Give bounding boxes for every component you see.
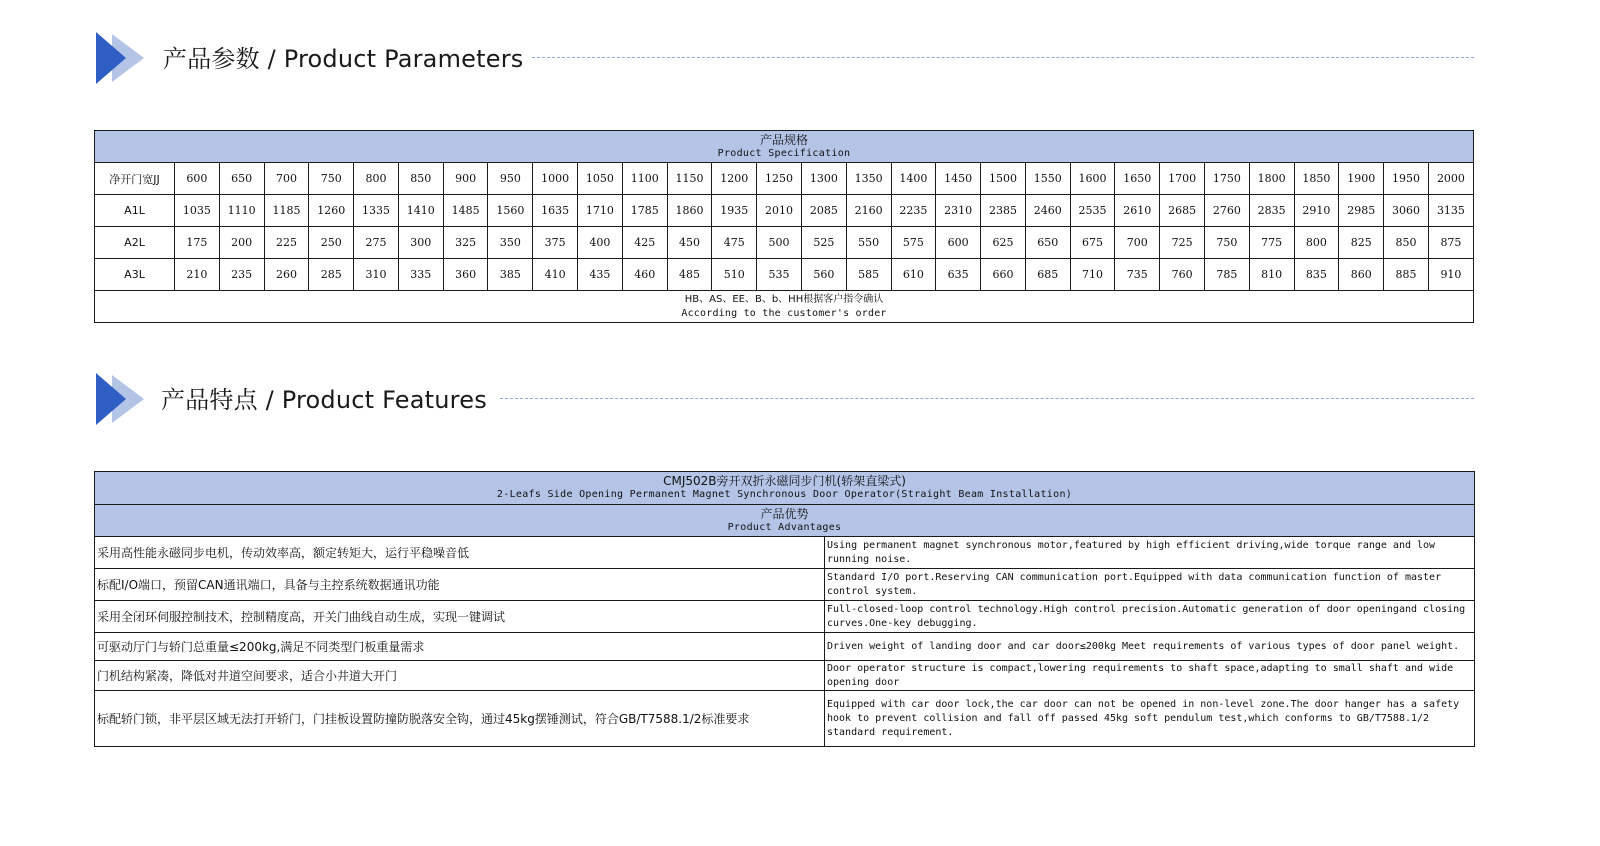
- spec-cell: 1710: [578, 195, 623, 227]
- spec-cell: 2610: [1115, 195, 1160, 227]
- spec-cell: 360: [443, 259, 488, 291]
- feature-en: Door operator structure is compact,lowering requirements to shaft space,adapting to small shaft and wide opening door: [825, 661, 1475, 691]
- spec-cell: 2085: [801, 195, 846, 227]
- spec-cell: 650: [219, 163, 264, 195]
- section-header-features: [96, 371, 1474, 427]
- spec-cell: 385: [488, 259, 533, 291]
- spec-table-header: [95, 131, 1474, 163]
- spec-cell: 1410: [398, 195, 443, 227]
- features-table-title: [95, 472, 1475, 505]
- spec-cell: 1185: [264, 195, 309, 227]
- spec-cell: 175: [175, 227, 220, 259]
- spec-cell: 1700: [1160, 163, 1205, 195]
- spec-cell: 2235: [891, 195, 936, 227]
- spec-cell: 475: [712, 227, 757, 259]
- section-divider: [500, 398, 1474, 399]
- spec-cell: 900: [443, 163, 488, 195]
- features-title-en: 2-Leafs Side Opening Permanent Magnet Synchronous Door Operator(Straight Beam Installation): [496, 489, 1073, 500]
- feature-en: Full-closed-loop control technology.High control precision.Automatic generation of door openingand closing curves.One-key debugging.: [825, 601, 1475, 633]
- spec-cell: 1860: [667, 195, 712, 227]
- feature-cn: 采用高性能永磁同步电机，传动效率高，额定转矩大，运行平稳噪音低: [95, 537, 825, 569]
- spec-cell: 1400: [891, 163, 936, 195]
- spec-cell: 685: [1025, 259, 1070, 291]
- spec-cell: 335: [398, 259, 443, 291]
- feature-row: [95, 569, 1475, 601]
- section-divider: [532, 57, 1474, 58]
- spec-cell: 585: [846, 259, 891, 291]
- spec-cell: 850: [398, 163, 443, 195]
- feature-en: Equipped with car door lock,the car door can not be opened in non-level zone.The door hanger has a safety hook to prevent collision and fall off passed 45kg soft pendulum test,which conforms to GB/T7588.1/2 standard requirement.: [825, 691, 1475, 747]
- spec-cell: 1950: [1384, 163, 1429, 195]
- feature-row: [95, 661, 1475, 691]
- feature-row: [95, 537, 1475, 569]
- features-advantages-header: [95, 505, 1475, 537]
- spec-cell: 700: [1115, 227, 1160, 259]
- chevron-right-icon: [96, 30, 152, 86]
- spec-cell: 1600: [1070, 163, 1115, 195]
- spec-cell: 1750: [1204, 163, 1249, 195]
- spec-cell: 1350: [846, 163, 891, 195]
- spec-cell: 2835: [1249, 195, 1294, 227]
- spec-cell: 810: [1249, 259, 1294, 291]
- feature-cn: 标配轿门锁，非平层区域无法打开轿门，门挂板设置防撞防脱落安全钩，通过45kg摆锤测试，符合GB/T7588.1/2标准要求: [95, 691, 825, 747]
- spec-footer-cn: HB、AS、EE、B、b、HH根据客户指令确认: [684, 294, 884, 305]
- spec-cell: 1900: [1339, 163, 1384, 195]
- spec-cell: 1000: [533, 163, 578, 195]
- spec-cell: 610: [891, 259, 936, 291]
- feature-en: Driven weight of landing door and car door≤200kg Meet requirements of various types of door panel weight.: [825, 633, 1475, 661]
- spec-cell: 510: [712, 259, 757, 291]
- spec-cell: 725: [1160, 227, 1205, 259]
- spec-cell: 375: [533, 227, 578, 259]
- spec-cell: 350: [488, 227, 533, 259]
- feature-row: [95, 633, 1475, 661]
- spec-row-label: 净开门宽JJ: [95, 163, 175, 195]
- section-title-features: 产品特点 / Product Features: [161, 386, 487, 414]
- spec-cell: 950: [488, 163, 533, 195]
- spec-cell: 1650: [1115, 163, 1160, 195]
- spec-cell: 450: [667, 227, 712, 259]
- spec-header-cn: 产品规格: [759, 132, 808, 147]
- spec-cell: 2685: [1160, 195, 1205, 227]
- spec-cell: 1035: [175, 195, 220, 227]
- spec-cell: 460: [622, 259, 667, 291]
- spec-cell: 1635: [533, 195, 578, 227]
- spec-cell: 750: [309, 163, 354, 195]
- spec-cell: 485: [667, 259, 712, 291]
- advantages-cn: 产品优势: [760, 506, 809, 521]
- feature-cn: 采用全闭环伺服控制技术，控制精度高，开关门曲线自动生成，实现一键调试: [95, 601, 825, 633]
- section-header-parameters: [96, 30, 1474, 86]
- spec-cell: 785: [1204, 259, 1249, 291]
- spec-cell: 1550: [1025, 163, 1070, 195]
- feature-en: Standard I/O port.Reserving CAN communication port.Equipped with data communication function of master control system.: [825, 569, 1475, 601]
- spec-cell: 260: [264, 259, 309, 291]
- spec-cell: 535: [757, 259, 802, 291]
- spec-cell: 800: [1294, 227, 1339, 259]
- spec-cell: 300: [398, 227, 443, 259]
- product-features-table: [94, 471, 1475, 747]
- spec-cell: 3060: [1384, 195, 1429, 227]
- spec-cell: 735: [1115, 259, 1160, 291]
- spec-cell: 1150: [667, 163, 712, 195]
- spec-cell: 625: [981, 227, 1026, 259]
- spec-cell: 250: [309, 227, 354, 259]
- feature-cn: 门机结构紧凑，降低对井道空间要求，适合小井道大开门: [95, 661, 825, 691]
- spec-cell: 1260: [309, 195, 354, 227]
- advantages-en: Product Advantages: [727, 521, 842, 533]
- spec-cell: 410: [533, 259, 578, 291]
- spec-cell: 1850: [1294, 163, 1339, 195]
- spec-cell: 200: [219, 227, 264, 259]
- spec-cell: 525: [801, 227, 846, 259]
- spec-cell: 325: [443, 227, 488, 259]
- spec-cell: 2000: [1428, 163, 1473, 195]
- spec-cell: 2460: [1025, 195, 1070, 227]
- spec-cell: 885: [1384, 259, 1429, 291]
- spec-row: [95, 163, 1474, 195]
- feature-row: [95, 691, 1475, 747]
- spec-table-footer: [95, 291, 1474, 323]
- spec-cell: 600: [936, 227, 981, 259]
- spec-row: [95, 259, 1474, 291]
- spec-cell: 1500: [981, 163, 1026, 195]
- spec-cell: 275: [354, 227, 399, 259]
- spec-cell: 2985: [1339, 195, 1384, 227]
- spec-cell: 1110: [219, 195, 264, 227]
- spec-cell: 775: [1249, 227, 1294, 259]
- spec-cell: 210: [175, 259, 220, 291]
- spec-cell: 650: [1025, 227, 1070, 259]
- spec-cell: 3135: [1428, 195, 1473, 227]
- spec-cell: 750: [1204, 227, 1249, 259]
- spec-cell: 575: [891, 227, 936, 259]
- spec-cell: 400: [578, 227, 623, 259]
- spec-cell: 710: [1070, 259, 1115, 291]
- spec-cell: 2910: [1294, 195, 1339, 227]
- spec-cell: 310: [354, 259, 399, 291]
- spec-cell: 800: [354, 163, 399, 195]
- spec-cell: 435: [578, 259, 623, 291]
- spec-header-en: Product Specification: [717, 147, 851, 159]
- spec-row-label: A1L: [95, 195, 175, 227]
- spec-footer-en: According to the customer's order: [681, 308, 887, 319]
- spec-cell: 600: [175, 163, 220, 195]
- spec-cell: 285: [309, 259, 354, 291]
- spec-cell: 2760: [1204, 195, 1249, 227]
- spec-cell: 1200: [712, 163, 757, 195]
- spec-cell: 2385: [981, 195, 1026, 227]
- spec-cell: 760: [1160, 259, 1205, 291]
- spec-row-label: A3L: [95, 259, 175, 291]
- spec-cell: 1935: [712, 195, 757, 227]
- spec-row-label: A2L: [95, 227, 175, 259]
- spec-cell: 635: [936, 259, 981, 291]
- feature-row: [95, 601, 1475, 633]
- spec-cell: 1450: [936, 163, 981, 195]
- spec-cell: 875: [1428, 227, 1473, 259]
- spec-cell: 675: [1070, 227, 1115, 259]
- spec-cell: 1800: [1249, 163, 1294, 195]
- spec-cell: 1785: [622, 195, 667, 227]
- spec-cell: 2010: [757, 195, 802, 227]
- spec-cell: 225: [264, 227, 309, 259]
- spec-cell: 2535: [1070, 195, 1115, 227]
- spec-cell: 560: [801, 259, 846, 291]
- spec-cell: 2160: [846, 195, 891, 227]
- spec-row: [95, 227, 1474, 259]
- spec-cell: 850: [1384, 227, 1429, 259]
- spec-cell: 550: [846, 227, 891, 259]
- spec-cell: 2310: [936, 195, 981, 227]
- spec-cell: 1335: [354, 195, 399, 227]
- spec-cell: 1250: [757, 163, 802, 195]
- spec-cell: 1100: [622, 163, 667, 195]
- feature-cn: 可驱动厅门与轿门总重量≤200kg,满足不同类型门板重量需求: [95, 633, 825, 661]
- spec-cell: 835: [1294, 259, 1339, 291]
- spec-cell: 660: [981, 259, 1026, 291]
- spec-cell: 500: [757, 227, 802, 259]
- spec-row: [95, 195, 1474, 227]
- spec-cell: 1050: [578, 163, 623, 195]
- spec-cell: 860: [1339, 259, 1384, 291]
- spec-cell: 1300: [801, 163, 846, 195]
- chevron-right-icon: [96, 371, 152, 427]
- product-specification-table: [94, 130, 1474, 323]
- feature-en: Using permanent magnet synchronous motor,featured by high efficient driving,wide torque range and low running noise.: [825, 537, 1475, 569]
- spec-cell: 1560: [488, 195, 533, 227]
- features-title-cn: CMJ502B旁开双折永磁同步门机(轿架直梁式): [663, 474, 906, 488]
- feature-cn: 标配I/O端口，预留CAN通讯端口，具备与主控系统数据通讯功能: [95, 569, 825, 601]
- spec-cell: 825: [1339, 227, 1384, 259]
- spec-cell: 425: [622, 227, 667, 259]
- spec-cell: 700: [264, 163, 309, 195]
- spec-cell: 1485: [443, 195, 488, 227]
- spec-cell: 910: [1428, 259, 1473, 291]
- spec-cell: 235: [219, 259, 264, 291]
- section-title-parameters: 产品参数 / Product Parameters: [163, 45, 524, 73]
